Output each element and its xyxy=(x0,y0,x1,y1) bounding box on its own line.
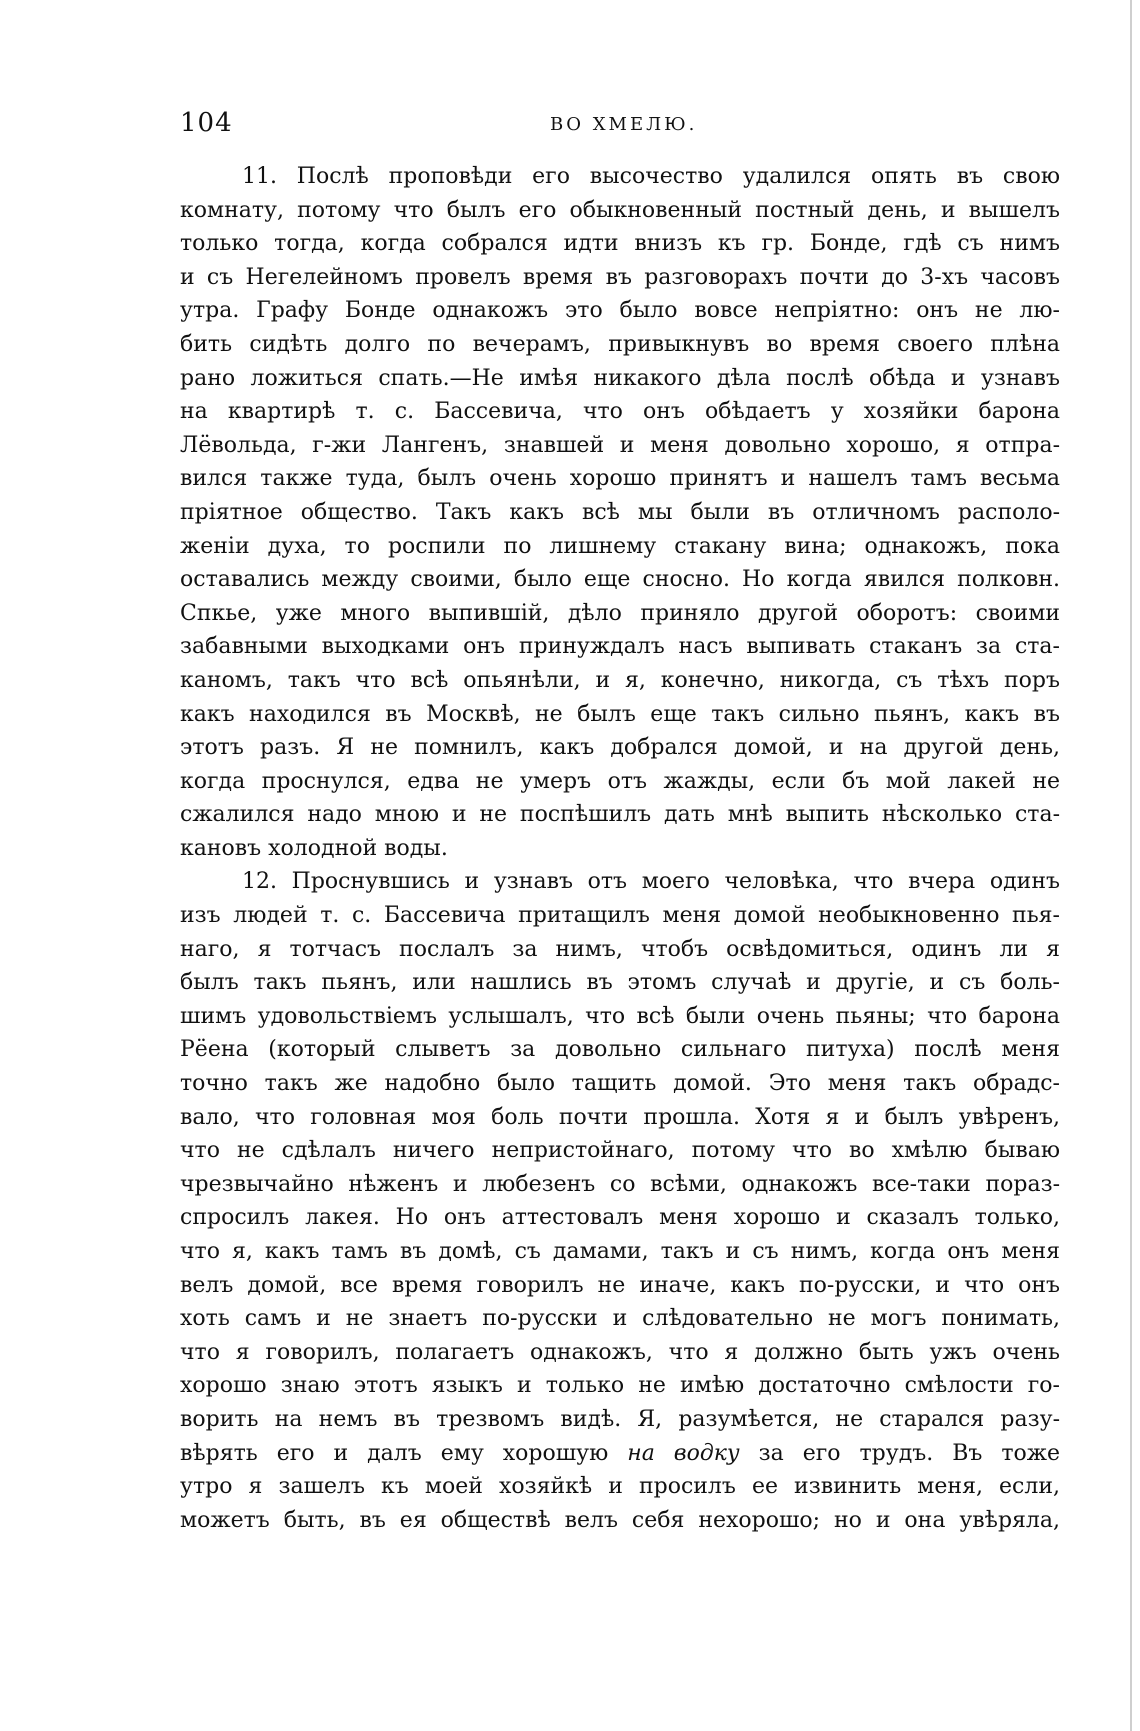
text-line: Спкье, уже много выпившій, дѣло приняло другой оборотъ: своими xyxy=(180,600,1060,626)
text-line: что я, какъ тамъ въ домѣ, съ дамами, такъ и съ нимъ, когда онъ меня xyxy=(180,1239,1060,1264)
text-line: Рёена (который слыветъ за довольно сильнаго питуха) послѣ меня xyxy=(180,1037,1060,1063)
text-line: комнату, потому что былъ его обыкновенный постный день, и вышелъ xyxy=(180,197,1060,223)
text-line: и съ Негелейномъ провелъ время въ разговорахъ почти до 3-хъ часовъ xyxy=(180,264,1060,290)
text-line: велъ домой, все время говорилъ не иначе, какъ по-русски, и что онъ xyxy=(180,1272,1060,1298)
text-line: забавными выходками онъ принуждалъ насъ выпивать стаканъ за ста- xyxy=(180,634,1060,660)
text-line: Лёвольда, г-жи Лангенъ, знавшей и меня довольно хорошо, я отпра- xyxy=(180,432,1060,458)
italic-phrase: на водку xyxy=(627,1440,740,1466)
text-line: пріятное общество. Такъ какъ всѣ мы были въ отличномъ располо- xyxy=(180,499,1060,525)
text-line: можетъ быть, въ ея обществѣ велъ себя нехорошо; но и она увѣряла, xyxy=(180,1507,1060,1533)
text-line: бить сидѣть долго по вечерамъ, привыкнувъ во время своего плѣна xyxy=(180,331,1060,357)
text-line: наго, я тотчасъ послалъ за нимъ, чтобъ освѣдомиться, одинъ ли я xyxy=(180,936,1060,962)
text-line: сжалился надо мною и не поспѣшилъ дать мнѣ выпить нѣсколько ста- xyxy=(180,802,1060,828)
text-line: хорошо знаю этотъ языкъ и только не имѣю достаточно смѣлости го- xyxy=(180,1373,1060,1399)
page-header xyxy=(180,108,1060,148)
text-line: этотъ разъ. Я не помнилъ, какъ добрался домой, и на другой день, xyxy=(180,735,1060,761)
text-line: хоть самъ и не знаетъ по-русски и слѣдовательно не могъ понимать, xyxy=(180,1306,1060,1332)
body-text xyxy=(180,160,1060,1537)
text-line: шимъ удовольствіемъ услышалъ, что всѣ были очень пьяны; что барона xyxy=(180,1003,1060,1029)
text-line: 11. Послѣ проповѣди его высочество удалился опять въ свою xyxy=(242,164,1060,189)
text-line: рано ложиться спать.—Не имѣя никакого дѣла послѣ обѣда и узнавъ xyxy=(180,365,1060,391)
text-line: вало, что головная моя боль почти прошла. Хотя я и былъ увѣренъ, xyxy=(180,1104,1060,1130)
text-line: спросилъ лакея. Но онъ аттестовалъ меня хорошо и сказалъ только, xyxy=(180,1205,1060,1231)
text-line: утро я зашелъ къ моей хозяйкѣ и просилъ ее извинить меня, если, xyxy=(180,1474,1060,1500)
text-line: какъ находился въ Москвѣ, не былъ еще такъ сильно пьянъ, какъ въ xyxy=(180,701,1060,727)
text-line: что я говорилъ, полагаетъ однакожъ, что я должно быть ужъ очень xyxy=(180,1339,1060,1365)
text-line: былъ такъ пьянъ, или нашлись въ этомъ случаѣ и другіе, и съ боль- xyxy=(180,970,1060,996)
running-head: ВО ХМЕЛЮ. xyxy=(550,114,698,135)
text-line: только тогда, когда собрался идти внизъ къ гр. Бонде, гдѣ съ нимъ xyxy=(180,231,1060,257)
text-line: женіи духа, то роспили по лишнему стакану вина; однакожъ, пока xyxy=(180,533,1060,559)
page-number: 104 xyxy=(180,108,233,138)
text-line: когда проснулся, едва не умеръ отъ жажды, если бъ мой лакей не xyxy=(180,768,1060,794)
page-edge-line xyxy=(1130,0,1132,1731)
paragraph-12 xyxy=(180,865,1060,1537)
text-line: ворить на немъ въ трезвомъ видѣ. Я, разумѣется, не старался разу- xyxy=(180,1406,1060,1432)
text-line: 12. Проснувшись и узнавъ отъ моего человѣка, что вчера одинъ xyxy=(242,869,1060,895)
text-line: что не сдѣлалъ ничего непристойнаго, потому что во хмѣлю бываю xyxy=(180,1138,1060,1164)
text-line: чрезвычайно нѣженъ и любезенъ со всѣми, однакожъ все-таки пораз- xyxy=(180,1171,1060,1197)
text-line: на квартирѣ т. с. Бассевича, что онъ обѣдаетъ у хозяйки барона xyxy=(180,399,1060,425)
paragraph-11 xyxy=(180,160,1060,865)
text-line: точно такъ же надобно было тащить домой. Это меня такъ обрадс- xyxy=(180,1071,1060,1097)
text-line: утра. Графу Бонде однакожъ это было вовсе непріятно: онъ не лю- xyxy=(180,298,1060,324)
text-line: изъ людей т. с. Бассевича притащилъ меня домой необыкновенно пья- xyxy=(180,903,1060,929)
text-line: кановъ холодной воды. xyxy=(180,835,448,861)
text-line: вѣрять его и далъ ему хорошую на водку за его трудъ. Въ тоже xyxy=(180,1440,1060,1466)
text-line: оставались между своими, было еще сносно. Но когда явился полковн. xyxy=(180,567,1060,593)
text-line: вился также туда, былъ очень хорошо принятъ и нашелъ тамъ весьма xyxy=(180,466,1060,492)
text-line: каномъ, такъ что всѣ опьянѣли, и я, конечно, никогда, съ тѣхъ поръ xyxy=(180,667,1060,693)
